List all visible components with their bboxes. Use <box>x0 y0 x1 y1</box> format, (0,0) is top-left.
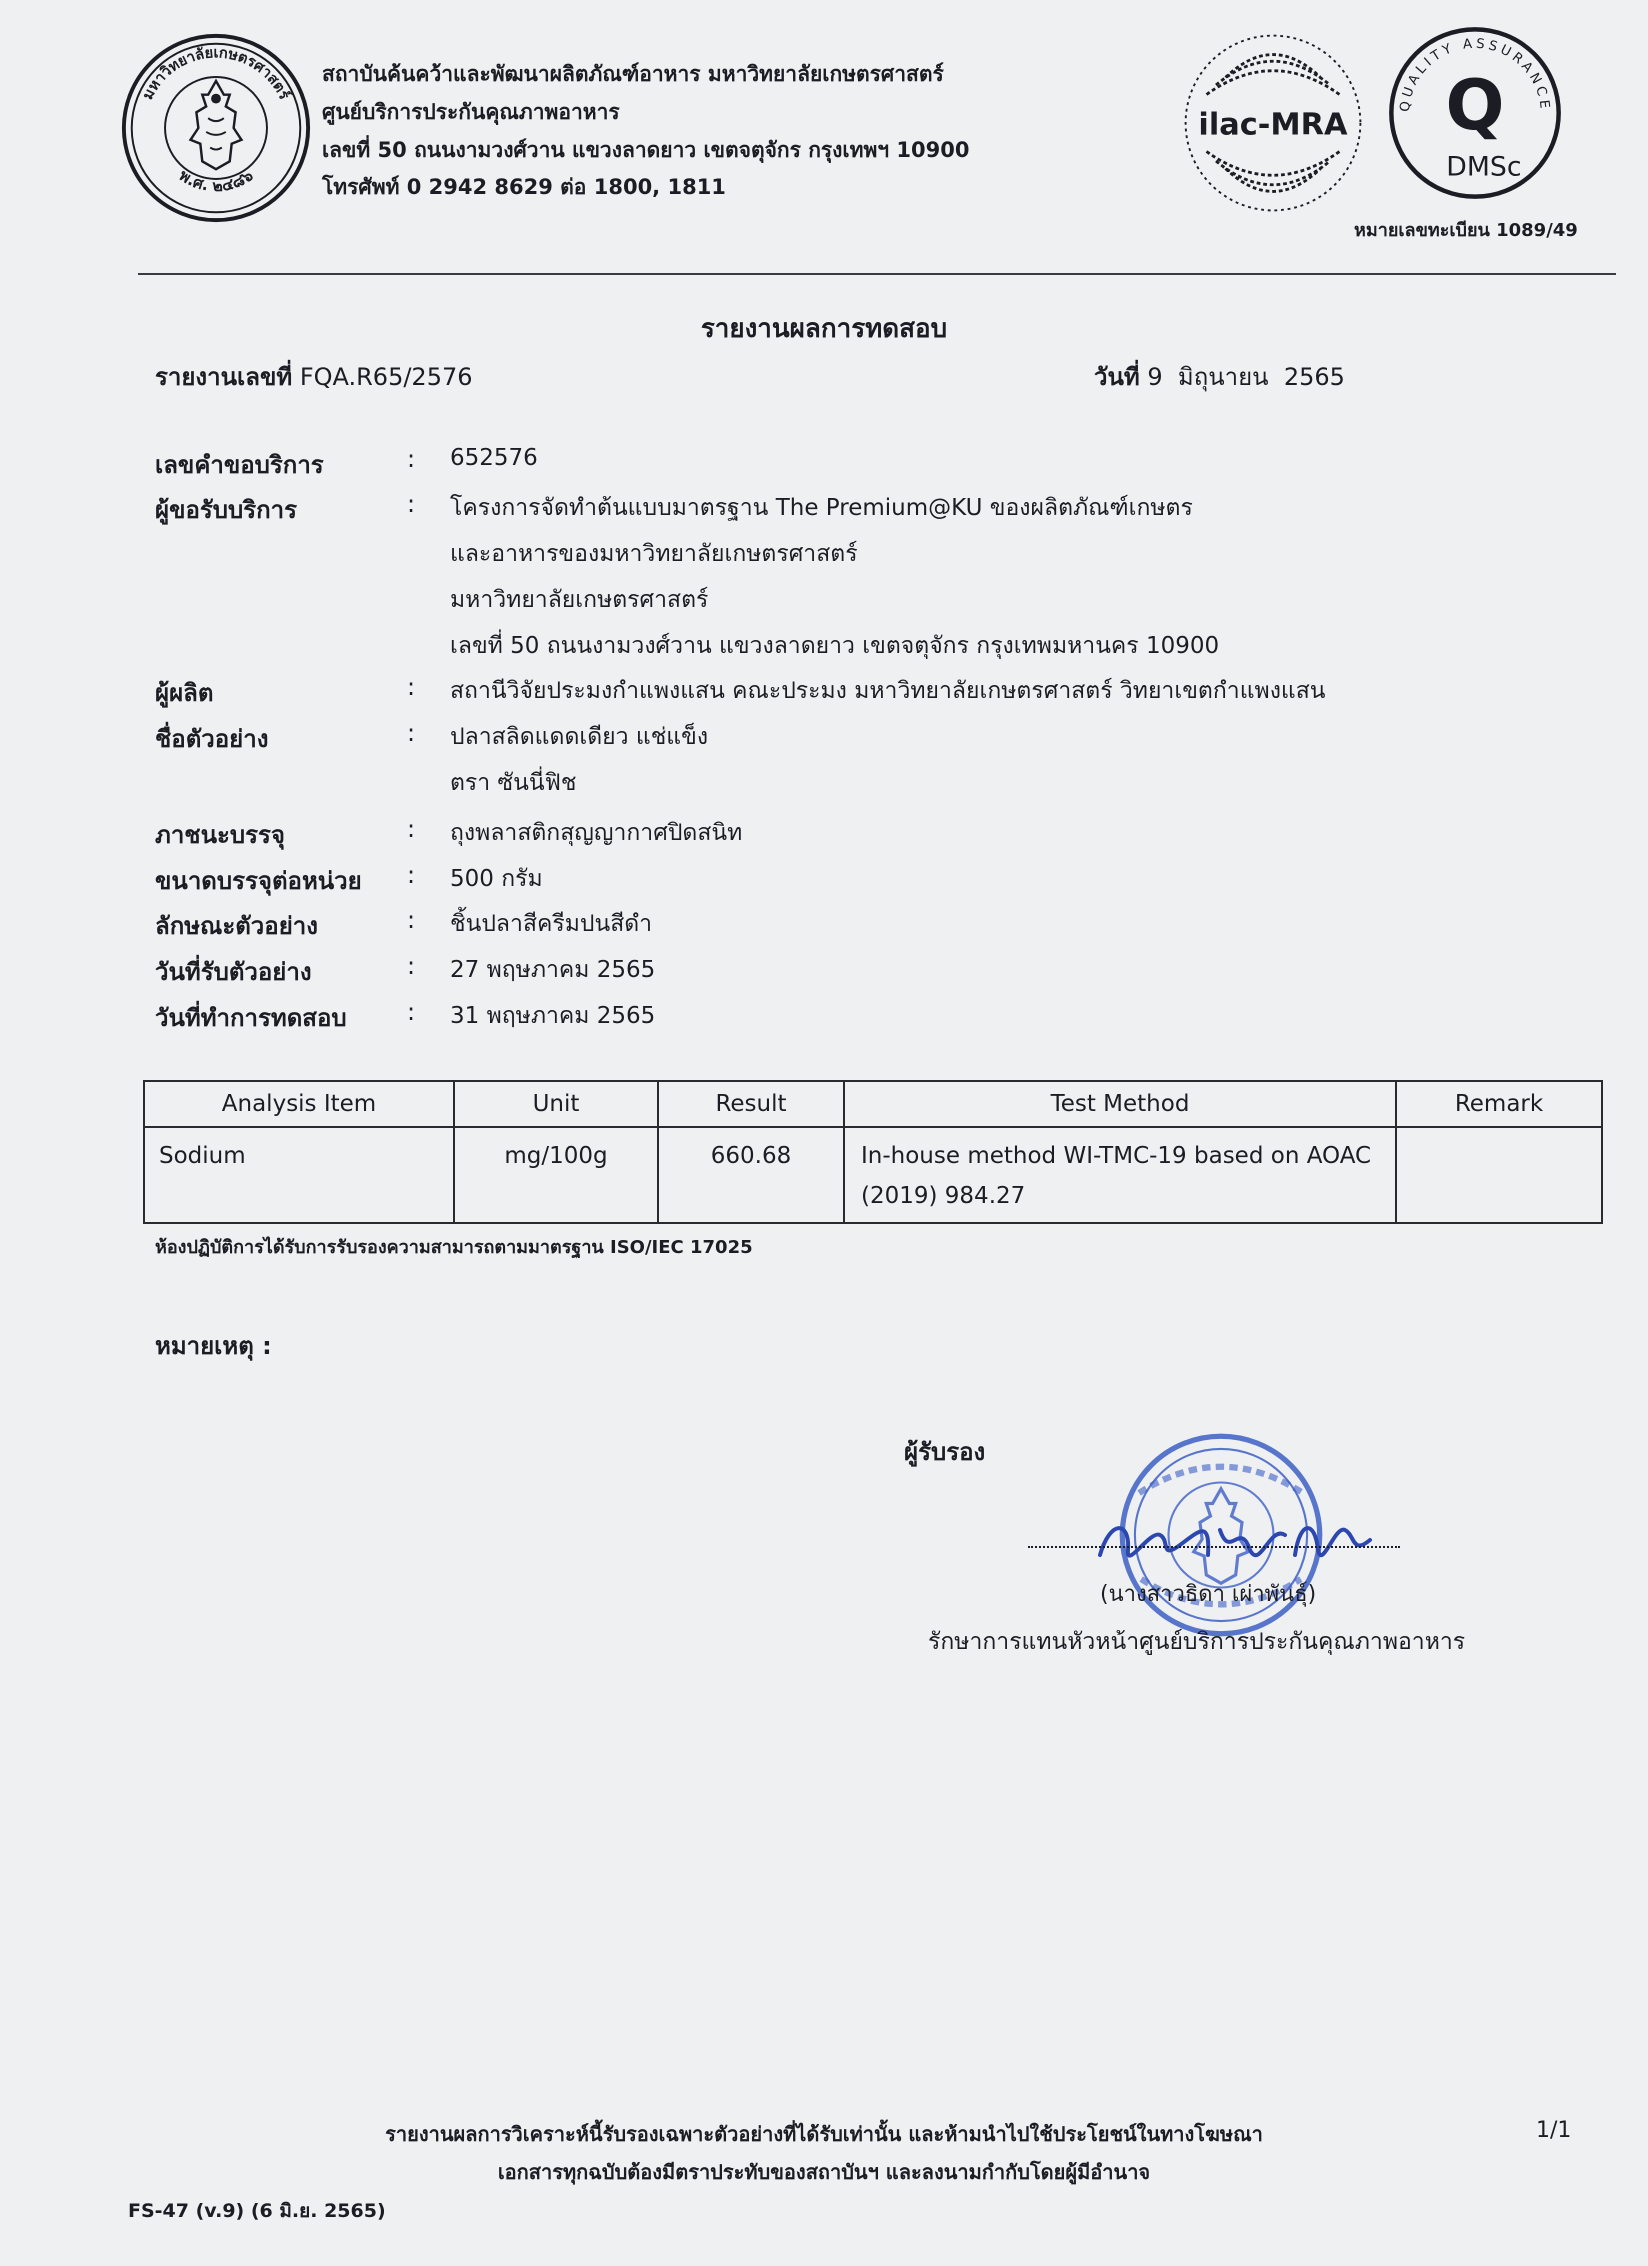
institute-address: เลขที่ 50 ถนนงามวงศ์วาน แขวงลาดยาว เขตจตุจักร กรุงเทพฯ 10900 <box>322 138 970 162</box>
info-label: ผู้ผลิต <box>155 679 214 707</box>
signer-title: รักษาการแทนหัวหน้าศูนย์บริการประกันคุณภาพอาหาร <box>928 1629 1466 1655</box>
form-code: FS-47 (v.9) (6 มิ.ย. 2565) <box>128 2200 386 2222</box>
report-number-value: FQA.R65/2576 <box>299 363 473 391</box>
signature-line <box>1028 1546 1400 1548</box>
report-number <box>155 357 473 396</box>
report-number-label: รายงานเลขที่ <box>155 363 293 391</box>
cell-remark <box>1396 1127 1602 1223</box>
signer-name: (นางสาวธิดา เผ่าพันธุ์) <box>1100 1582 1317 1607</box>
page-number: 1/1 <box>1536 2118 1572 2143</box>
info-value: ถุงพลาสติกสุญญากาศปิดสนิท <box>450 820 743 846</box>
dmsc-text: DMSc <box>1446 151 1522 183</box>
report-date <box>1094 357 1345 396</box>
info-value: 500 กรัม <box>450 866 543 892</box>
info-value: มหาวิทยาลัยเกษตรศาสตร์ <box>450 587 709 613</box>
info-colon: : <box>407 490 416 518</box>
info-label: ลักษณะตัวอย่าง <box>155 912 318 940</box>
table-row <box>144 1127 1602 1223</box>
info-value: 652576 <box>450 445 538 471</box>
center-name: ศูนย์บริการประกันคุณภาพอาหาร <box>322 100 620 124</box>
info-value: และอาหารของมหาวิทยาลัยเกษตรศาสตร์ <box>450 541 858 567</box>
dmsc-quality-assurance-logo <box>1386 24 1564 202</box>
column-header-unit: Unit <box>454 1081 658 1127</box>
qa-ring-text: QUALITY ASSURANCE <box>1397 36 1553 113</box>
registration-number: หมายเลขทะเบียน 1089/49 <box>1354 220 1578 241</box>
info-colon: : <box>407 719 416 747</box>
report-date-label: วันที่ <box>1094 363 1140 391</box>
report-title: รายงานผลการทดสอบ <box>700 314 948 344</box>
info-colon: : <box>407 861 416 889</box>
info-label: วันที่ทำการทดสอบ <box>155 1004 347 1032</box>
info-value: 31 พฤษภาคม 2565 <box>450 1003 656 1029</box>
footer-disclaimer-line1: รายงานผลการวิเคราะห์นี้รับรองเฉพาะตัวอย่างที่ได้รับเท่านั้น และห้ามนำไปใช้ประโยชน์ในทางโฆษณา <box>385 2122 1263 2146</box>
info-value: โครงการจัดทำต้นแบบมาตรฐาน The Premium@KU ของผลิตภัณฑ์เกษตร <box>450 495 1193 521</box>
info-label: เลขคำขอบริการ <box>155 451 324 479</box>
info-colon: : <box>407 952 416 980</box>
info-colon: : <box>407 906 416 934</box>
info-label: ชื่อตัวอย่าง <box>155 725 269 753</box>
q-letter: Q <box>1445 66 1505 147</box>
cell-analysis-item: Sodium <box>144 1127 454 1223</box>
ilac-mra-logo <box>1178 28 1368 218</box>
info-value: ตรา ซันนี่ฟิช <box>450 770 577 796</box>
seal-text-top: มหาวิทยาลัยเกษตรศาสตร์ <box>139 44 293 103</box>
institute-phone: โทรศัพท์ 0 2942 8629 ต่อ 1800, 1811 <box>322 175 726 199</box>
seal-text-bottom: พ.ศ. ๒๔๘๖ <box>175 165 257 196</box>
cell-test-method: In-house method WI-TMC-19 based on AOAC (2019) 984.27 <box>844 1127 1396 1223</box>
column-header-remark: Remark <box>1396 1081 1602 1127</box>
header-divider <box>138 273 1616 275</box>
info-colon: : <box>407 998 416 1026</box>
info-label: ผู้ขอรับบริการ <box>155 496 298 524</box>
info-value: เลขที่ 50 ถนนงามวงศ์วาน แขวงลาดยาว เขตจตุจักร กรุงเทพมหานคร 10900 <box>450 633 1220 659</box>
cell-unit: mg/100g <box>454 1127 658 1223</box>
info-colon: : <box>407 673 416 701</box>
footer-disclaimer-line2: เอกสารทุกฉบับต้องมีตราประทับของสถาบันฯ และลงนามกำกับโดยผู้มีอำนาจ <box>497 2160 1151 2184</box>
remarks-label: หมายเหตุ : <box>155 1332 272 1360</box>
info-value: ปลาสลิดแดดเดียว แช่แข็ง <box>450 724 709 750</box>
info-label: ภาชนะบรรจุ <box>155 821 285 849</box>
info-value: 27 พฤษภาคม 2565 <box>450 957 656 983</box>
table-header-row <box>144 1081 1602 1127</box>
cell-result: 660.68 <box>658 1127 844 1223</box>
accreditation-note: ห้องปฏิบัติการได้รับการรับรองความสามารถตามมาตรฐาน ISO/IEC 17025 <box>155 1237 753 1258</box>
certifier-label: ผู้รับรอง <box>904 1438 986 1466</box>
column-header-analysis-item: Analysis Item <box>144 1081 454 1127</box>
report-date-value: 9 มิถุนายน 2565 <box>1147 363 1345 391</box>
kasetsart-university-seal <box>118 30 314 226</box>
info-colon: : <box>407 815 416 843</box>
institute-name: สถาบันค้นคว้าและพัฒนาผลิตภัณฑ์อาหาร มหาวิทยาลัยเกษตรศาสตร์ <box>322 62 944 86</box>
info-value: ชิ้นปลาสีครีมปนสีดำ <box>450 911 653 937</box>
info-colon: : <box>407 445 416 473</box>
results-table <box>143 1080 1603 1224</box>
info-label: ขนาดบรรจุต่อหน่วย <box>155 867 362 895</box>
info-value: สถานีวิจัยประมงกำแพงแสน คณะประมง มหาวิทยาลัยเกษตรศาสตร์ วิทยาเขตกำแพงแสน <box>450 678 1326 704</box>
info-label: วันที่รับตัวอย่าง <box>155 958 312 986</box>
ilac-text: ilac-MRA <box>1198 107 1348 143</box>
column-header-result: Result <box>658 1081 844 1127</box>
column-header-test-method: Test Method <box>844 1081 1396 1127</box>
handwritten-signature <box>1090 1500 1390 1580</box>
